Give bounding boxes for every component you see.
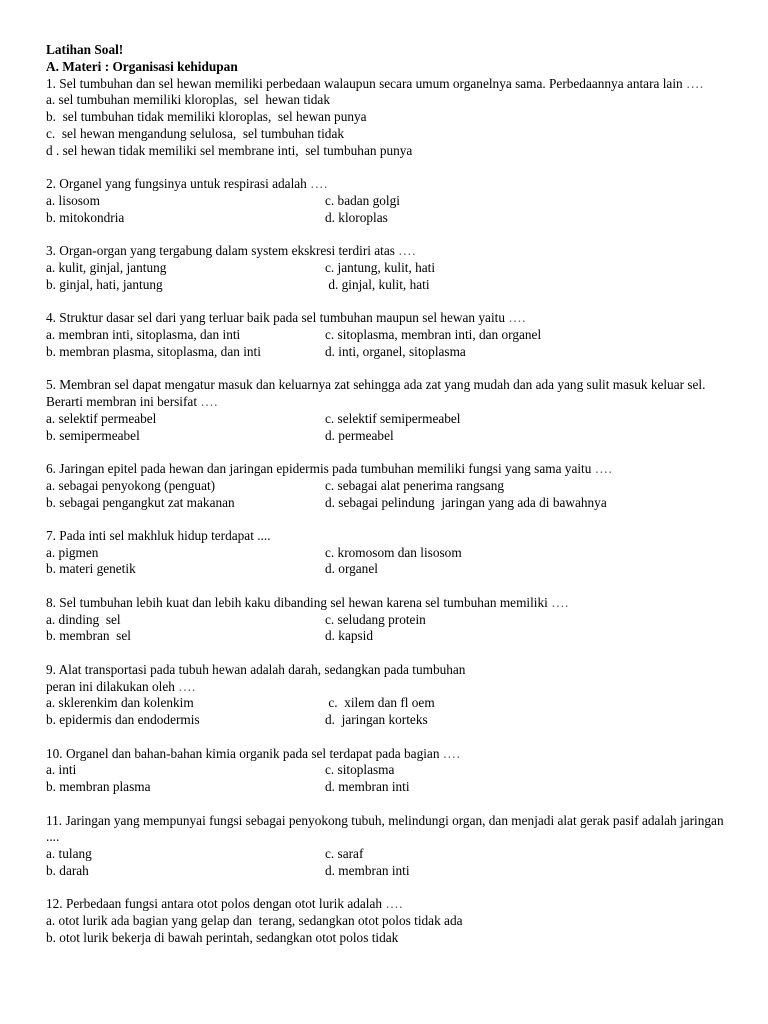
- answer-blank-dots: ….: [178, 678, 196, 694]
- answer-option: b. sebagai pengangkut zat makanan: [46, 494, 235, 510]
- answer-option: d. kloroplas: [325, 209, 388, 225]
- question-text-line: 4. Struktur dasar sel dari yang terluar baik pada sel tumbuhan maupun sel hewan yaitu: [46, 310, 505, 326]
- answer-option: a. sel tumbuhan memiliki kloroplas, sel hewan tidak: [46, 92, 330, 108]
- question-text-line: peran ini dilakukan oleh: [46, 678, 175, 694]
- answer-option: b. materi genetik: [46, 561, 136, 577]
- answer-option: c. badan golgi: [325, 192, 400, 208]
- answer-options: [46, 762, 728, 796]
- question-list: [46, 76, 728, 947]
- question-text-line: 12. Perbedaan fungsi antara otot polos dengan otot lurik adalah: [46, 896, 383, 912]
- answer-option: d. jaringan korteks: [325, 712, 428, 728]
- answer-options: [46, 92, 728, 159]
- answer-option: a. otot lurik ada bagian yang gelap dan terang, sedangkan otot polos tidak ada: [46, 913, 463, 929]
- question-text: [46, 176, 728, 193]
- answer-option: b. membran plasma, sitoplasma, dan inti: [46, 343, 261, 359]
- answer-option: a. inti: [46, 762, 77, 778]
- question-text: [46, 662, 728, 696]
- answer-option: a. membran inti, sitoplasma, dan inti: [46, 326, 241, 342]
- answer-option: d. sebagai pelindung jaringan yang ada di bawahnya: [325, 494, 607, 510]
- answer-option: a. sebagai penyokong (penguat): [46, 477, 216, 493]
- answer-option: b. darah: [46, 863, 89, 879]
- question-item: [46, 461, 728, 511]
- question-text-line: 3. Organ-organ yang tergabung dalam system ekskresi terdiri atas: [46, 243, 395, 259]
- question-text: [46, 461, 728, 478]
- answer-blank-dots: ….: [385, 896, 403, 912]
- answer-options: [46, 612, 728, 646]
- answer-option: a. selektif permeabel: [46, 410, 157, 426]
- answer-option: d. kapsid: [325, 628, 374, 644]
- question-text: [46, 528, 728, 545]
- answer-option: d. membran inti: [325, 779, 410, 795]
- answer-options: [46, 695, 728, 729]
- answer-option: a. lisosom: [46, 192, 100, 208]
- answer-option: c. kromosom dan lisosom: [325, 544, 462, 560]
- question-text: [46, 896, 728, 913]
- question-text: [46, 76, 728, 93]
- question-text-line: 1. Sel tumbuhan dan sel hewan memiliki perbedaan walaupun secara umum organelnya sama. Perbedaannya antara lain: [46, 75, 683, 91]
- answer-option: c. sitoplasma, membran inti, dan organel: [325, 326, 542, 342]
- answer-option: c. saraf: [325, 846, 364, 862]
- question-item: [46, 76, 728, 160]
- question-text: [46, 595, 728, 612]
- answer-option: b. semipermeabel: [46, 427, 140, 443]
- question-item: [46, 595, 728, 645]
- answer-blank-dots: ….: [398, 243, 416, 259]
- answer-option: b. membran sel: [46, 628, 131, 644]
- question-text: [46, 377, 728, 411]
- answer-option: d. membran inti: [325, 863, 410, 879]
- answer-blank-dots: ….: [442, 745, 461, 761]
- question-item: [46, 243, 728, 293]
- answer-options: [46, 478, 728, 512]
- answer-option: c. seludang protein: [325, 611, 426, 627]
- answer-option: c. sebagai alat penerima rangsang: [325, 477, 505, 493]
- question-text-line: 5. Membran sel dapat mengatur masuk dan keluarnya zat sehingga ada zat yang mudah dan ada yang sulit masuk keluar sel. Berarti membran ini bersifat: [46, 377, 706, 409]
- question-text: [46, 243, 728, 260]
- answer-blank-dots: ….: [594, 460, 613, 476]
- question-item: [46, 896, 728, 946]
- question-text: [46, 746, 728, 763]
- answer-option: c. jantung, kulit, hati: [325, 259, 436, 275]
- answer-option: a. sklerenkim dan kolenkim: [46, 695, 194, 711]
- page-title: Latihan Soal!: [46, 42, 124, 57]
- answer-option: b. otot lurik bekerja di bawah perintah, sedangkan otot polos tidak: [46, 930, 399, 945]
- question-text-line: 6. Jaringan epitel pada hewan dan jaringan epidermis pada tumbuhan memiliki fungsi yang sama yaitu: [46, 460, 592, 476]
- answer-options: [46, 846, 728, 880]
- answer-option: b. membran plasma: [46, 779, 151, 795]
- question-item: [46, 528, 728, 578]
- answer-blank-dots: ….: [551, 594, 569, 610]
- answer-options: [46, 545, 728, 579]
- question-text-line: 10. Organel dan bahan-bahan kimia organik pada sel terdapat pada bagian: [46, 745, 440, 761]
- answer-option: c. sitoplasma: [325, 762, 395, 778]
- answer-options: [46, 193, 728, 227]
- answer-option: a. dinding sel: [46, 611, 121, 627]
- answer-option: d . sel hewan tidak memiliki sel membrane inti, sel tumbuhan punya: [46, 142, 413, 158]
- question-text: [46, 813, 728, 847]
- answer-options: [46, 913, 728, 947]
- answer-option: c. xilem dan fl oem: [325, 695, 435, 711]
- question-text-line: 8. Sel tumbuhan lebih kuat dan lebih kaku dibanding sel hewan karena sel tumbuhan memiliki: [46, 594, 548, 610]
- answer-options: [46, 327, 728, 361]
- question-text-line: 11. Jaringan yang mempunyai fungsi sebagai penyokong tubuh, melindungi organ, dan menjadi alat gerak pasif adalah jaringan ....: [46, 812, 724, 845]
- answer-option: b. sel tumbuhan tidak memiliki kloroplas, sel hewan punya: [46, 109, 367, 125]
- question-item: [46, 662, 728, 729]
- answer-blank-dots: ….: [310, 176, 328, 192]
- answer-option: b. mitokondria: [46, 209, 125, 225]
- question-item: [46, 377, 728, 444]
- question-item: [46, 176, 728, 226]
- question-item: [46, 813, 728, 880]
- answer-option: b. ginjal, hati, jantung: [46, 276, 163, 292]
- answer-option: a. kulit, ginjal, jantung: [46, 259, 167, 275]
- answer-option: d. ginjal, kulit, hati: [325, 276, 430, 292]
- answer-option: d. permeabel: [325, 427, 394, 443]
- question-text-line: 7. Pada inti sel makhluk hidup terdapat ....: [46, 527, 271, 543]
- answer-blank-dots: ….: [508, 310, 526, 326]
- question-text-line: 2. Organel yang fungsinya untuk respirasi adalah: [46, 176, 307, 192]
- answer-options: [46, 260, 728, 294]
- question-item: [46, 310, 728, 360]
- answer-options: [46, 411, 728, 445]
- question-text-line: 9. Alat transportasi pada tubuh hewan adalah darah, sedangkan pada tumbuhan: [46, 661, 466, 677]
- answer-blank-dots: ….: [200, 393, 218, 409]
- section-heading: A. Materi : Organisasi kehidupan: [46, 58, 238, 74]
- question-item: [46, 746, 728, 796]
- answer-option: c. sel hewan mengandung selulosa, sel tumbuhan tidak: [46, 125, 345, 141]
- answer-option: a. tulang: [46, 846, 92, 862]
- answer-option: b. epidermis dan endodermis: [46, 712, 200, 728]
- answer-option: c. selektif semipermeabel: [325, 410, 461, 426]
- answer-option: d. inti, organel, sitoplasma: [325, 343, 466, 359]
- answer-option: a. pigmen: [46, 544, 99, 560]
- answer-option: d. organel: [325, 561, 378, 577]
- answer-blank-dots: ….: [686, 75, 704, 91]
- question-text: [46, 310, 728, 327]
